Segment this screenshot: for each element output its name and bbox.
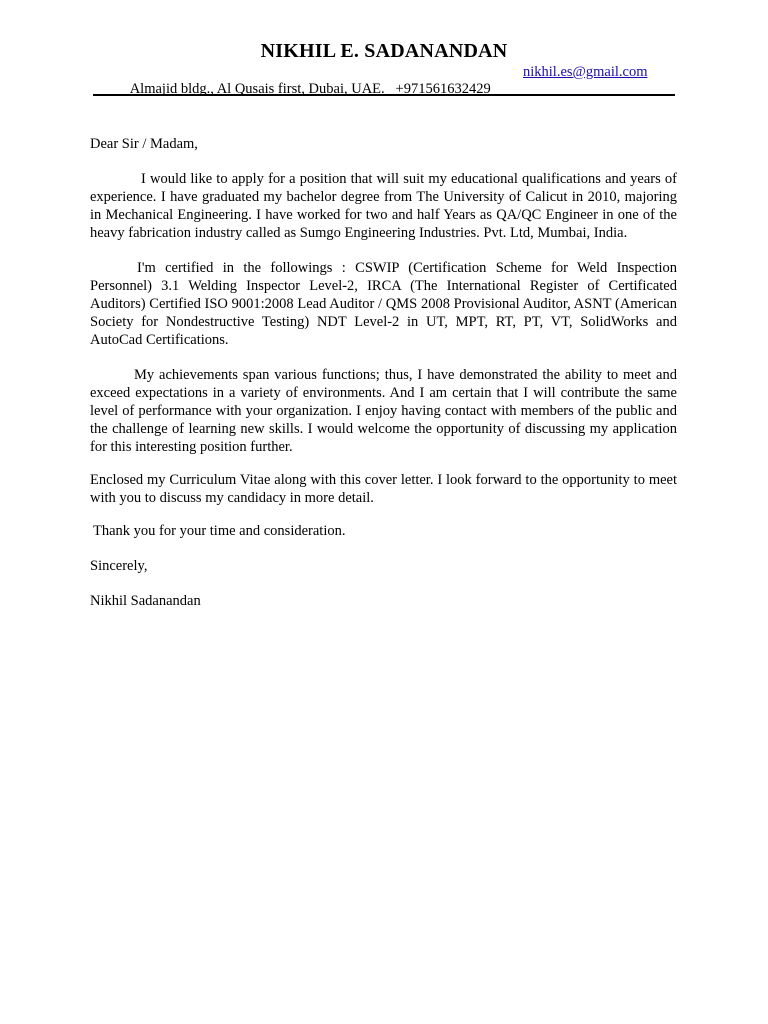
address-phone: Almajid bldg., Al Qusais first, Dubai, UAE. +971561632429 [129,81,491,97]
closing: Sincerely, [90,558,148,574]
signature: Nikhil Sadanandan [90,593,201,609]
contact-line [116,64,648,132]
letter-body [90,135,677,610]
salutation: Dear Sir / Madam, [90,136,198,152]
applicant-name: NIKHIL E. SADANANDAN [260,40,508,62]
header-divider [93,94,675,96]
paragraph-achievements: My achievements span various functions; thus, I have demonstrated the ability to meet and exceed expectations in a variety of environments. And I am certain that I will contribute the same level of performance with your organization. I enjoy having contact with members of the public and the challenge of learning new skills. I would welcome the opportunity of discussing my application for this interesting position further. [90,367,677,455]
paragraph-certifications: I'm certified in the followings : CSWIP (Certification Scheme for Weld Inspection Personnel) 3.1 Welding Inspector Level-2, IRCA (The International Register of Certificated Auditors) Certified ISO 9001:2008 Lead Auditor / QMS 2008 Provisional Auditor, ASNT (American Society for Nondestructive Testing) NDT Level-2 in UT, MPT, RT, PT, VT, SolidWorks and AutoCad Certifications. [90,260,677,348]
paragraph-enclosure: Enclosed my Curriculum Vitae along with this cover letter. I look forward to the opportunity to meet with you to discuss my candidacy in more detail. [90,472,677,506]
paragraph-thanks: Thank you for your time and consideration. [93,523,346,539]
paragraph-intro: I would like to apply for a position that will suit my educational qualifications and years of experience. I have graduated my bachelor degree from The University of Calicut in 2010, majoring in Mechanical Engineering. I have worked for two and half Years as QA/QC Engineer in one of the heavy fabrication industry called as Sumgo Engineering Industries. Pvt. Ltd, Mumbai, India. [90,171,677,241]
email-link[interactable]: nikhil.es@gmail.com [523,64,648,80]
